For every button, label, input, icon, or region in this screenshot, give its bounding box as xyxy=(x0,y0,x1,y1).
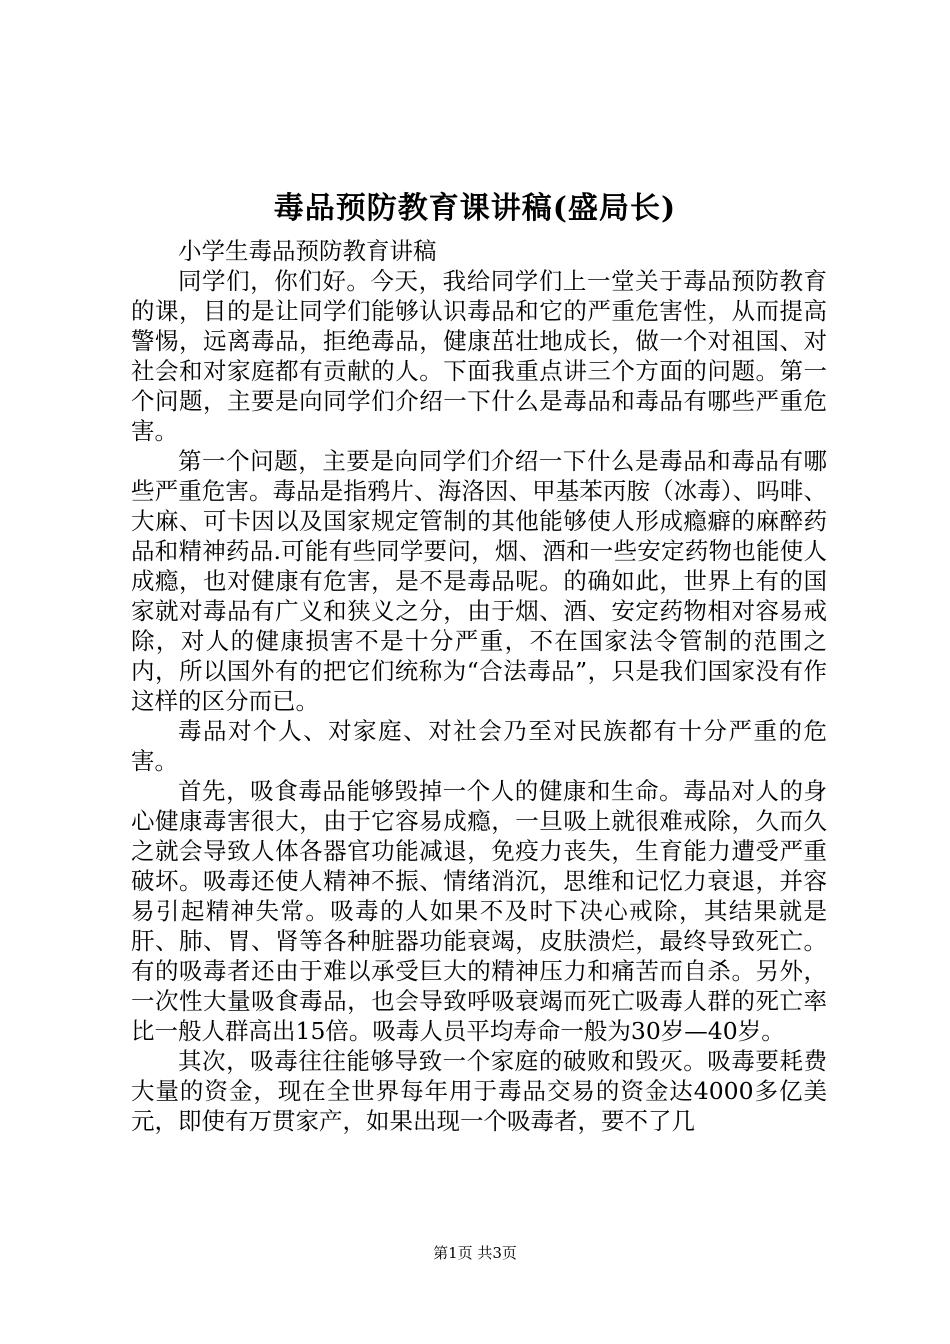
paragraph-4: 首先，吸食毒品能够毁掉一个人的健康和生命。毒品对人的身心健康毒害很大，由于它容易成瘾，一旦吸上就很难戒除，久而久之就会导致人体各器官功能减退，免疫力丧失，生育能力遭受严重破坏。吸毒还使人精神不振、情绪消沉，思维和记忆力衰退，并容易引起精神失常。吸毒的人如果不及时下决心戒除，其结果就是肝、肺、胃、肾等各种脏器功能衰竭，皮肤溃烂，最终导致死亡。有的吸毒者还由于难以承受巨大的精神压力和痛苦而自杀。另外，一次性大量吸食毒品，也会导致呼吸衰竭而死亡吸毒人群的死亡率比一般人群高出15倍。吸毒人员平均寿命一般为30岁—40岁。 xyxy=(131,777,827,1045)
document-body xyxy=(131,236,827,1136)
page-footer: 第1页 共3页 xyxy=(433,1244,517,1262)
paragraph-1: 同学们，你们好。今天，我给同学们上一堂关于毒品预防教育的课，目的是让同学们能够认识毒品和它的严重危害性，从而提高警惕，远离毒品，拒绝毒品，健康茁壮地成长，做一个对祖国、对社会和对家庭都有贡献的人。下面我重点讲三个方面的问题。第一个问题，主要是向同学们介绍一下什么是毒品和毒品有哪些严重危害。 xyxy=(131,267,827,445)
paragraph-2: 第一个问题，主要是向同学们介绍一下什么是毒品和毒品有哪些严重危害。毒品是指鸦片、海洛因、甲基苯丙胺（冰毒）、吗啡、大麻、可卡因以及国家规定管制的其他能够使人形成瘾癖的麻醉药品和精神药品.可能有些同学要问，烟、酒和一些安定药物也能使人成瘾，也对健康有危害，是不是毒品呢。的确如此，世界上有的国家就对毒品有广义和狭义之分，由于烟、酒、安定药物相对容易戒除，对人的健康损害不是十分严重，不在国家法令管制的范围之内，所以国外有的把它们统称为“合法毒品”，只是我们国家没有作这样的区分而已。 xyxy=(131,447,827,715)
paragraph-3: 毒品对个人、对家庭、对社会乃至对民族都有十分严重的危害。 xyxy=(131,717,827,775)
paragraph-5: 其次，吸毒往往能够导致一个家庭的破败和毁灭。吸毒要耗费大量的资金，现在全世界每年用于毒品交易的资金达4000多亿美元，即使有万贯家产，如果出现一个吸毒者，要不了几 xyxy=(131,1047,827,1135)
document-title: 毒品预防教育课讲稿(盛局长) xyxy=(273,191,677,226)
paragraph-subtitle: 小学生毒品预防教育讲稿 xyxy=(178,237,437,265)
